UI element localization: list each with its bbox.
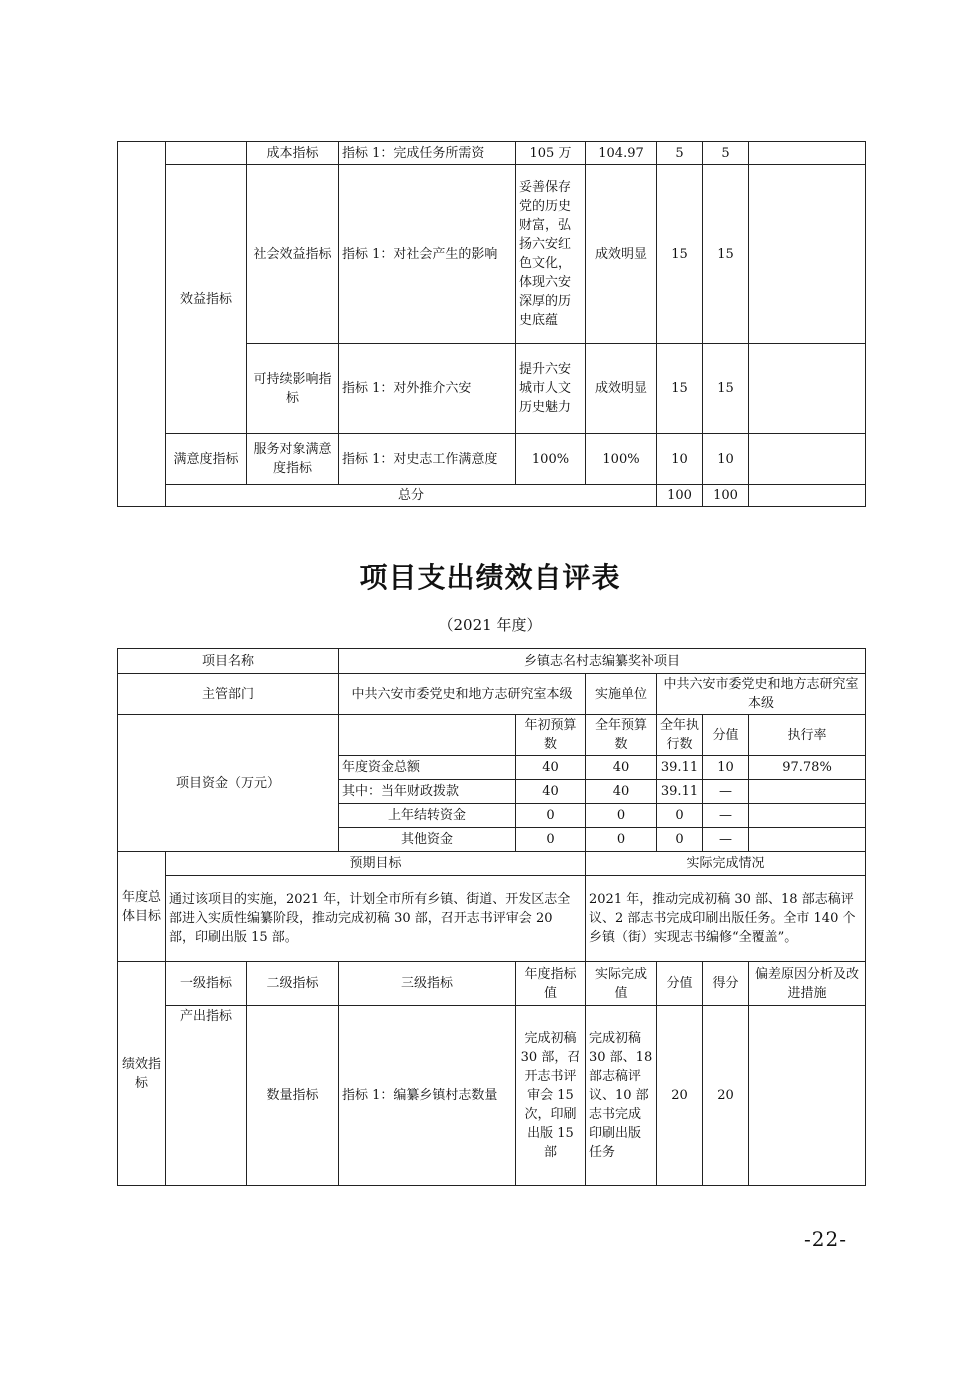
actual-text: 2021 年，推动完成初稿 30 部、18 部志稿评议、2 部志书完成印刷出版任务。全市 140 个乡镇（街）实现志书编修“全覆盖”。 (586, 876, 866, 962)
funds-cell: 10 (703, 756, 749, 780)
perf-header: 一级指标 (166, 962, 247, 1006)
funds-cell: — (703, 804, 749, 828)
funds-header: 全年预算数 (586, 715, 657, 756)
funds-cell: 40 (516, 780, 586, 804)
cost-weight: 5 (657, 142, 703, 165)
funds-cell (749, 780, 866, 804)
funds-header: 执行率 (749, 715, 866, 756)
main-table (117, 648, 866, 1186)
perf-header: 得分 (703, 962, 749, 1006)
project-name-label: 项目名称 (118, 649, 339, 674)
funds-cell: 97.78% (749, 756, 866, 780)
sustain-level2: 可持续影响指标 (247, 344, 339, 434)
perf-level2: 数量指标 (247, 1006, 339, 1186)
funds-row-label: 其他资金 (339, 828, 516, 852)
goal-label: 年度总体目标 (118, 852, 166, 962)
sustain-remark (749, 344, 866, 434)
top-table (117, 141, 866, 507)
actual-label: 实际完成情况 (586, 852, 866, 876)
total-score: 100 (703, 485, 749, 507)
expected-text: 通过该项目的实施，2021 年，计划全市所有乡镇、街道、开发区志全部进入实质性编纂阶段，推动完成初稿 30 部，召开志书评审会 20 部，印刷出版 15 部。 (166, 876, 586, 962)
satisfaction-level2: 服务对象满意度指标 (247, 434, 339, 485)
perf-label: 绩效指标 (118, 962, 166, 1186)
dept-value: 中共六安市委党史和地方志研究室本级 (339, 674, 586, 715)
social-weight: 15 (657, 165, 703, 344)
funds-header: 分值 (703, 715, 749, 756)
satisfaction-indicator: 指标 1：对史志工作满意度 (339, 434, 516, 485)
impl-value: 中共六安市委党史和地方志研究室本级 (657, 674, 866, 715)
funds-cell (749, 804, 866, 828)
perf-header: 三级指标 (339, 962, 516, 1006)
total-remark (749, 485, 866, 507)
impl-label: 实施单位 (586, 674, 657, 715)
funds-cell: 0 (586, 828, 657, 852)
funds-cell (749, 828, 866, 852)
page-subtitle: （2021 年度） (438, 616, 542, 634)
social-remark (749, 165, 866, 344)
funds-cell: 0 (657, 828, 703, 852)
sustain-actual: 成效明显 (586, 344, 657, 434)
social-level2: 社会效益指标 (247, 165, 339, 344)
funds-label: 项目资金（万元） (118, 715, 339, 852)
perf-remark (749, 1006, 866, 1186)
cost-actual: 104.97 (586, 142, 657, 165)
funds-cell: — (703, 780, 749, 804)
satisfaction-score: 10 (703, 434, 749, 485)
funds-cell: 40 (586, 756, 657, 780)
perf-score: 20 (703, 1006, 749, 1186)
perf-header: 实际完成值 (586, 962, 657, 1006)
satisfaction-target: 100% (516, 434, 586, 485)
cost-target: 105 万 (516, 142, 586, 165)
perf-header: 二级指标 (247, 962, 339, 1006)
cost-remark (749, 142, 866, 165)
funds-cell: 40 (586, 780, 657, 804)
page-number: -22- (804, 1227, 847, 1251)
funds-cell: 0 (657, 804, 703, 828)
funds-cell: 39.11 (657, 780, 703, 804)
funds-header: 年初预算数 (516, 715, 586, 756)
total-weight: 100 (657, 485, 703, 507)
social-indicator: 指标 1：对社会产生的影响 (339, 165, 516, 344)
total-label: 总分 (166, 485, 657, 507)
funds-cell: — (703, 828, 749, 852)
social-actual: 成效明显 (586, 165, 657, 344)
perf-header: 偏差原因分析及改进措施 (749, 962, 866, 1006)
empty-level1-cell (166, 142, 247, 165)
perf-weight: 20 (657, 1006, 703, 1186)
merged-left-cell (118, 142, 166, 507)
benefit-level1: 效益指标 (166, 165, 247, 434)
perf-target: 完成初稿 30 部，召开志书评审会 15 次，印刷出版 15 部 (516, 1006, 586, 1186)
perf-level1: 产出指标 (166, 1006, 247, 1186)
social-score: 15 (703, 165, 749, 344)
funds-cell: 40 (516, 756, 586, 780)
sustain-weight: 15 (657, 344, 703, 434)
perf-header: 年度指标值 (516, 962, 586, 1006)
funds-cell: 39.11 (657, 756, 703, 780)
funds-row-label: 上年结转资金 (339, 804, 516, 828)
funds-header: 全年执行数 (657, 715, 703, 756)
cost-score: 5 (703, 142, 749, 165)
funds-cell: 0 (516, 804, 586, 828)
sustain-target: 提升六安城市人文历史魅力 (516, 344, 586, 434)
perf-indicator: 指标 1：编纂乡镇村志数量 (339, 1006, 516, 1186)
funds-cell: 0 (586, 804, 657, 828)
funds-row-label: 年度资金总额 (339, 756, 516, 780)
satisfaction-weight: 10 (657, 434, 703, 485)
expected-label: 预期目标 (166, 852, 586, 876)
sustain-score: 15 (703, 344, 749, 434)
satisfaction-level1: 满意度指标 (166, 434, 247, 485)
perf-header: 分值 (657, 962, 703, 1006)
page-title: 项目支出绩效自评表 (359, 561, 621, 594)
funds-header-blank (339, 715, 516, 756)
project-name-value: 乡镇志名村志编纂奖补项目 (339, 649, 866, 674)
social-target: 妥善保存党的历史财富，弘扬六安红色文化，体现六安深厚的历史底蕴 (516, 165, 586, 344)
cost-level2: 成本指标 (247, 142, 339, 165)
cost-indicator: 指标 1：完成任务所需资 (339, 142, 516, 165)
perf-actual: 完成初稿 30 部、18 部志稿评议、10 部志书完成印刷出版任务 (586, 1006, 657, 1186)
sustain-indicator: 指标 1：对外推介六安 (339, 344, 516, 434)
satisfaction-actual: 100% (586, 434, 657, 485)
dept-label: 主管部门 (118, 674, 339, 715)
funds-row-label: 其中：当年财政拨款 (339, 780, 516, 804)
funds-cell: 0 (516, 828, 586, 852)
satisfaction-remark (749, 434, 866, 485)
